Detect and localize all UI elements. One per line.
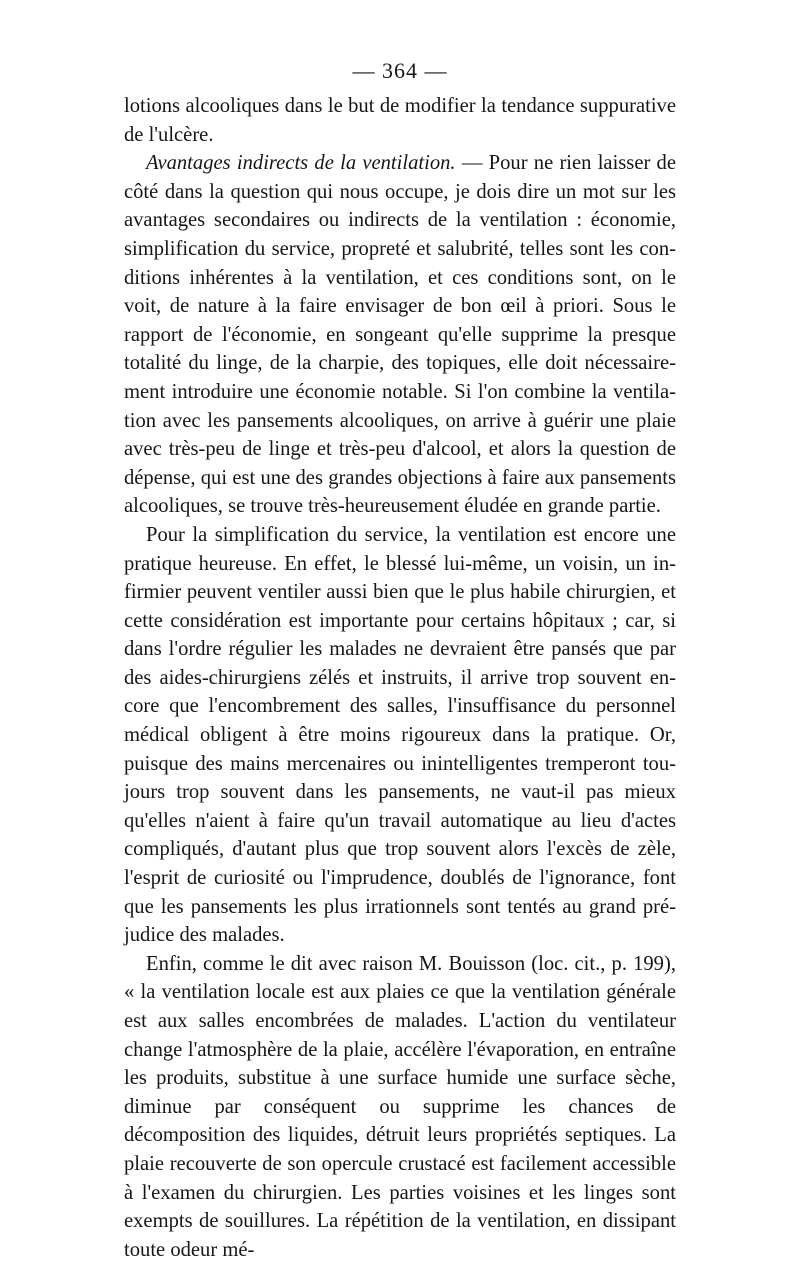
paragraph-text: Enfin, comme le dit avec raison M. Bouisson (loc. cit., p. 199), « la ventilation locale est aux plaies ce que la ventilation générale est aux salles encombrées de malades. L'action du ventilateur change l'atmosphère de la plaie, accélère l'évaporation, en entraîne les produits, substitue à une surface humide une surface sèche, diminue par conséquent ou supprime les chances de décomposition des liquides, détruit leurs propriétés septiques. La plaie recouverte de son opercule crustacé est facilement accessible à l'examen du chirurgien. Les parties voisines et les linges sont exempts de souillures. La répétition de la ventilation, en dissipant toute odeur mé- — [124, 952, 676, 1261]
body-text — [124, 92, 676, 1264]
paragraph-continuation — [124, 92, 676, 149]
paragraph-text: lotions alcooliques dans le but de modifier la tendance suppurative de l'ulcère. — [124, 95, 676, 146]
paragraph-text: — Pour ne rien laisser de côté dans la question qui nous occupe, je dois dire un mot sur les avantages secondaires ou indirects de la ventilation : économie, simplification du service, propreté et salubrité, telles sont les conditions inhérentes à la ventilation, et ces conditions sont, on le voit, de nature à la faire envisager de bon œil à priori. Sous le rapport de l'économie, en songeant qu'elle supprime la presque totalité du linge, de la charpie, des topiques, elle doit nécessairement introduire une économie notable. Si l'on combine la ventilation avec les pansements alcooliques, on arrive à guérir une plaie avec très-peu de linge et très-peu d'alcool, et alors la question de dépense, qui est une des grandes objections à faire aux pansements alcooliques, se trouve très-heureusement éludée en grande partie. — [124, 152, 676, 518]
paragraph-indirect-advantages — [124, 149, 676, 521]
paragraph-simplification — [124, 521, 676, 950]
page-number: — 364 — — [352, 58, 448, 83]
paragraph-bouisson-quote — [124, 950, 676, 1264]
section-heading: Avantages indirects de la ventilation. — [146, 152, 456, 175]
paragraph-text: Pour la simplification du service, la ventilation est encore une pratique heureuse. En effet, le blessé lui-même, un voisin, un infirmier peuvent ventiler aussi bien que le plus habile chirurgien, et cette considération est importante pour certains hôpitaux ; car, si dans l'ordre régulier les malades ne devraient être pansés que par des aides-chirurgiens zélés et instruits, il arrive trop souvent encore que l'encombrement des salles, l'insuffisance du personnel médical obligent à être moins rigoureux dans la pratique. Or, puisque des mains mercenaires ou inintelligentes tremperont toujours trop souvent dans les pansements, ne vaut-il pas mieux qu'elles n'aient à faire qu'un travail automatique au lieu d'actes compliqués, d'autant plus que trop souvent alors l'excès de zèle, l'esprit de curiosité ou l'imprudence, doublés de l'ignorance, font que les pansements les plus irrationnels sont tentés au grand préjudice des malades. — [124, 523, 676, 947]
